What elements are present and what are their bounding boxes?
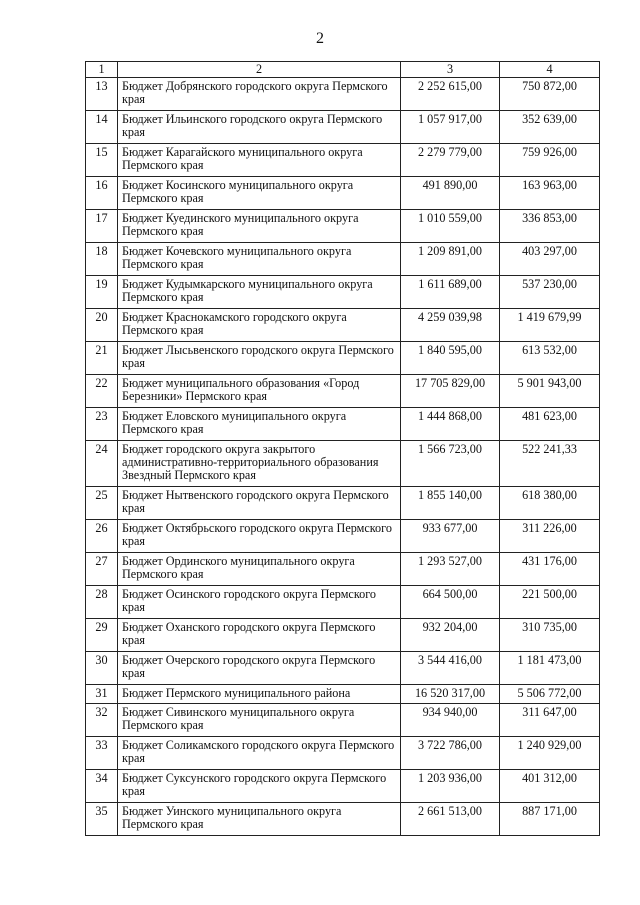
- budget-name: Бюджет Еловского муниципального округа Пермского края: [118, 408, 401, 441]
- amount-col3: 2 279 779,00: [401, 144, 500, 177]
- table-row: [86, 737, 600, 770]
- row-number: 18: [86, 243, 118, 276]
- table-row: [86, 276, 600, 309]
- amount-col4: 163 963,00: [500, 177, 600, 210]
- amount-col3: 16 520 317,00: [401, 685, 500, 704]
- amount-col4: 759 926,00: [500, 144, 600, 177]
- amount-col4: 1 181 473,00: [500, 652, 600, 685]
- column-header: 1: [86, 62, 118, 78]
- table-row: [86, 770, 600, 803]
- row-number: 35: [86, 803, 118, 836]
- table-row: [86, 210, 600, 243]
- amount-col4: 311 647,00: [500, 704, 600, 737]
- amount-col3: 933 677,00: [401, 520, 500, 553]
- budget-name: Бюджет Оханского городского округа Пермского края: [118, 619, 401, 652]
- table-row: [86, 553, 600, 586]
- amount-col4: 522 241,33: [500, 441, 600, 487]
- table-row: [86, 342, 600, 375]
- amount-col3: 1 855 140,00: [401, 487, 500, 520]
- amount-col4: 481 623,00: [500, 408, 600, 441]
- budget-name: Бюджет Пермского муниципального района: [118, 685, 401, 704]
- table-row: [86, 144, 600, 177]
- amount-col3: 1 057 917,00: [401, 111, 500, 144]
- row-number: 27: [86, 553, 118, 586]
- budget-name: Бюджет Ильинского городского округа Пермского края: [118, 111, 401, 144]
- budget-name: Бюджет Сивинского муниципального округа Пермского края: [118, 704, 401, 737]
- budget-name: Бюджет Нытвенского городского округа Пермского края: [118, 487, 401, 520]
- table-row: [86, 487, 600, 520]
- page-number: 2: [316, 30, 324, 47]
- budget-name: Бюджет Лысьвенского городского округа Пермского края: [118, 342, 401, 375]
- amount-col4: 613 532,00: [500, 342, 600, 375]
- amount-col3: 2 252 615,00: [401, 78, 500, 111]
- row-number: 34: [86, 770, 118, 803]
- amount-col3: 1 840 595,00: [401, 342, 500, 375]
- amount-col4: 1 240 929,00: [500, 737, 600, 770]
- budget-name: Бюджет Очерского городского округа Пермского края: [118, 652, 401, 685]
- amount-col4: 403 297,00: [500, 243, 600, 276]
- amount-col4: 618 380,00: [500, 487, 600, 520]
- table-row: [86, 111, 600, 144]
- amount-col4: 1 419 679,99: [500, 309, 600, 342]
- column-header: 2: [118, 62, 401, 78]
- row-number: 33: [86, 737, 118, 770]
- row-number: 30: [86, 652, 118, 685]
- amount-col3: 1 566 723,00: [401, 441, 500, 487]
- row-number: 28: [86, 586, 118, 619]
- amount-col4: 5 506 772,00: [500, 685, 600, 704]
- amount-col4: 311 226,00: [500, 520, 600, 553]
- budget-name: Бюджет Добрянского городского округа Пермского края: [118, 78, 401, 111]
- budget-name: Бюджет муниципального образования «Город Березники» Пермского края: [118, 375, 401, 408]
- row-number: 19: [86, 276, 118, 309]
- budget-name: Бюджет Косинского муниципального округа Пермского края: [118, 177, 401, 210]
- table-row: [86, 375, 600, 408]
- row-number: 15: [86, 144, 118, 177]
- budget-name: Бюджет Осинского городского округа Пермского края: [118, 586, 401, 619]
- table-row: [86, 243, 600, 276]
- amount-col4: 750 872,00: [500, 78, 600, 111]
- table-row: [86, 78, 600, 111]
- amount-col3: 1 209 891,00: [401, 243, 500, 276]
- row-number: 24: [86, 441, 118, 487]
- budget-name: Бюджет Кудымкарского муниципального округа Пермского края: [118, 276, 401, 309]
- amount-col3: 1 293 527,00: [401, 553, 500, 586]
- amount-col3: 934 940,00: [401, 704, 500, 737]
- table-header-row: [86, 62, 600, 78]
- amount-col3: 17 705 829,00: [401, 375, 500, 408]
- budget-name: Бюджет Куединского муниципального округа Пермского края: [118, 210, 401, 243]
- row-number: 25: [86, 487, 118, 520]
- budget-name: Бюджет Соликамского городского округа Пермского края: [118, 737, 401, 770]
- budget-name: Бюджет Октябрьского городского округа Пермского края: [118, 520, 401, 553]
- table-row: [86, 652, 600, 685]
- row-number: 29: [86, 619, 118, 652]
- table-row: [86, 177, 600, 210]
- amount-col3: 1 203 936,00: [401, 770, 500, 803]
- budget-name: Бюджет Кочевского муниципального округа Пермского края: [118, 243, 401, 276]
- table-row: [86, 441, 600, 487]
- table-row: [86, 408, 600, 441]
- row-number: 13: [86, 78, 118, 111]
- amount-col3: 491 890,00: [401, 177, 500, 210]
- amount-col3: 664 500,00: [401, 586, 500, 619]
- amount-col3: 3 544 416,00: [401, 652, 500, 685]
- amount-col3: 1 444 868,00: [401, 408, 500, 441]
- table-row: [86, 309, 600, 342]
- budget-name: Бюджет Ординского муниципального округа Пермского края: [118, 553, 401, 586]
- column-header: 3: [401, 62, 500, 78]
- row-number: 14: [86, 111, 118, 144]
- budget-name: Бюджет Карагайского муниципального округа Пермского края: [118, 144, 401, 177]
- amount-col3: 3 722 786,00: [401, 737, 500, 770]
- row-number: 16: [86, 177, 118, 210]
- table-row: [86, 619, 600, 652]
- row-number: 23: [86, 408, 118, 441]
- amount-col4: 310 735,00: [500, 619, 600, 652]
- amount-col3: 4 259 039,98: [401, 309, 500, 342]
- amount-col4: 336 853,00: [500, 210, 600, 243]
- amount-col3: 932 204,00: [401, 619, 500, 652]
- amount-col4: 537 230,00: [500, 276, 600, 309]
- table-row: [86, 803, 600, 836]
- table-row: [86, 520, 600, 553]
- budget-table: [85, 61, 600, 836]
- amount-col3: 1 010 559,00: [401, 210, 500, 243]
- amount-col4: 887 171,00: [500, 803, 600, 836]
- budget-name: Бюджет Суксунского городского округа Пермского края: [118, 770, 401, 803]
- amount-col4: 401 312,00: [500, 770, 600, 803]
- row-number: 21: [86, 342, 118, 375]
- table-row: [86, 586, 600, 619]
- row-number: 20: [86, 309, 118, 342]
- row-number: 31: [86, 685, 118, 704]
- amount-col3: 2 661 513,00: [401, 803, 500, 836]
- row-number: 22: [86, 375, 118, 408]
- row-number: 17: [86, 210, 118, 243]
- amount-col4: 431 176,00: [500, 553, 600, 586]
- amount-col4: 5 901 943,00: [500, 375, 600, 408]
- row-number: 32: [86, 704, 118, 737]
- budget-name: Бюджет Уинского муниципального округа Пермского края: [118, 803, 401, 836]
- amount-col4: 352 639,00: [500, 111, 600, 144]
- budget-name: Бюджет Краснокамского городского округа Пермского края: [118, 309, 401, 342]
- table-row: [86, 704, 600, 737]
- column-header: 4: [500, 62, 600, 78]
- budget-name: Бюджет городского округа закрытого административно-территориального образования Звездный Пермского края: [118, 441, 401, 487]
- table-row: [86, 685, 600, 704]
- amount-col3: 1 611 689,00: [401, 276, 500, 309]
- row-number: 26: [86, 520, 118, 553]
- amount-col4: 221 500,00: [500, 586, 600, 619]
